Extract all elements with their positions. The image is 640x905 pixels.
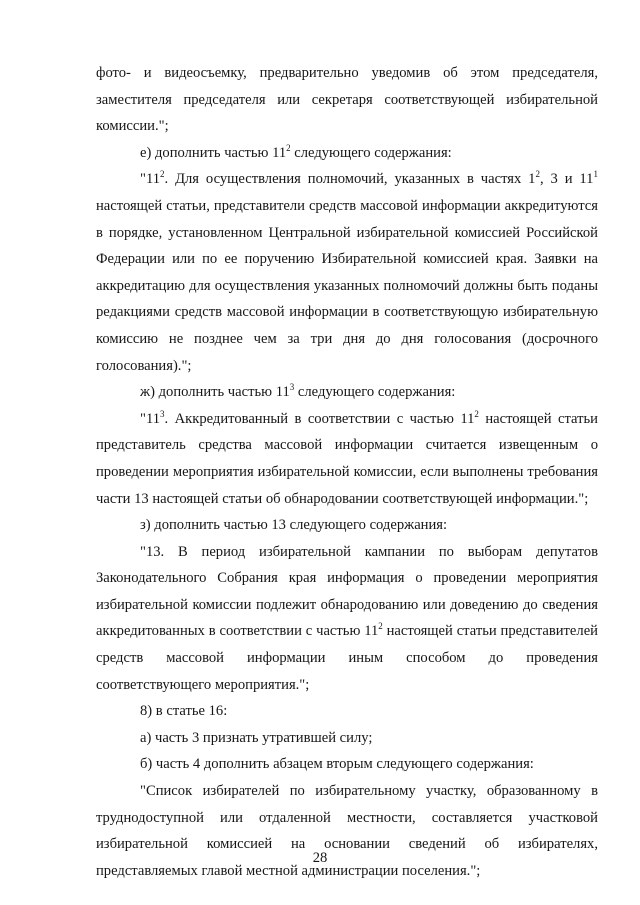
superscript: 2 (378, 621, 383, 632)
paragraph-part-11-3 (96, 406, 598, 512)
text-segment: ж) дополнить частью 11 (140, 384, 290, 401)
paragraph-item-a (96, 725, 598, 752)
text-segment: "13. В период избирательной кампании по выборам депутатов Законодательного Собрания края информация о проведении мероприятия избирательной комиссии подлежит обнародованию или доведению до сведения аккредитованных в соответствии с частью 11 (96, 543, 598, 640)
text-segment: "11 (140, 410, 161, 427)
text-segment: е) дополнить частью 11 (140, 144, 287, 161)
text-segment: б) часть 4 дополнить абзацем вторым следующего содержания: (140, 756, 534, 773)
text-segment: "11 (140, 171, 161, 188)
superscript: 2 (474, 408, 479, 419)
superscript: 2 (286, 142, 291, 153)
text-segment: з) дополнить частью 13 следующего содержания: (140, 517, 448, 534)
superscript: 3 (289, 382, 295, 393)
text-segment: следующего содержания: (290, 144, 452, 161)
text-segment: а) часть 3 признать утратившей силу; (140, 729, 373, 746)
paragraph-item-b (96, 751, 598, 778)
paragraph-continuation (96, 60, 598, 140)
paragraph-part-11-2 (96, 166, 598, 379)
text-segment: "Список избирателей по избирательному участку, образованному в труднодоступной или отдаленной местности, составляется участковой избирательной комиссией на основании сведений об избирателях, представляемых главой местной администрации поселения."; (96, 783, 598, 879)
text-segment: . Для осуществления полномочий, указанных в частях 1 (164, 171, 536, 188)
paragraph-item-8 (96, 698, 598, 725)
text-segment: фото- и видеосъемку, предварительно уведомив об этом председателя, заместителя председателя или секретаря соответствующей избирательной комиссии."; (96, 65, 598, 135)
text-segment: настоящей статьи представитель средства массовой информации считается извещенным о проведении мероприятия избирательной комиссии, если выполнены требования части 13 настоящей статьи об обнародовании соответствующей информации."; (96, 410, 598, 507)
paragraph-item-z (96, 512, 598, 539)
superscript: 2 (160, 169, 165, 180)
paragraph-voter-list (96, 778, 598, 884)
paragraph-item-zh (96, 379, 598, 406)
text-segment: 8) в статье 16: (140, 703, 228, 720)
text-segment: настоящей статьи представителей средств массовой информации иным способом до проведения соответствующего мероприятия."; (96, 623, 598, 693)
superscript: 1 (593, 169, 598, 180)
paragraph-item-e (96, 140, 598, 167)
text-segment: , 3 и 11 (539, 171, 594, 188)
superscript: 2 (535, 169, 540, 180)
superscript: 3 (160, 408, 165, 419)
document-body (96, 60, 598, 884)
text-segment: настоящей статьи, представители средств массовой информации аккредитуются в порядке, установленном Центральной избирательной комиссией Российской Федерации или по ее поручению Избирательной комиссией края. Заявки на аккредитацию для осуществления указанных полномочий должны быть поданы редакциями средств массовой информации в соответствующую избирательную комиссию не позднее чем за три дня до дня голосования (досрочного голосования)."; (96, 197, 598, 374)
text-segment: следующего содержания: (294, 384, 456, 401)
page-number: 28 (312, 850, 328, 866)
paragraph-part-13 (96, 539, 598, 699)
text-segment: . Аккредитованный в соответствии с частью 11 (164, 410, 475, 427)
